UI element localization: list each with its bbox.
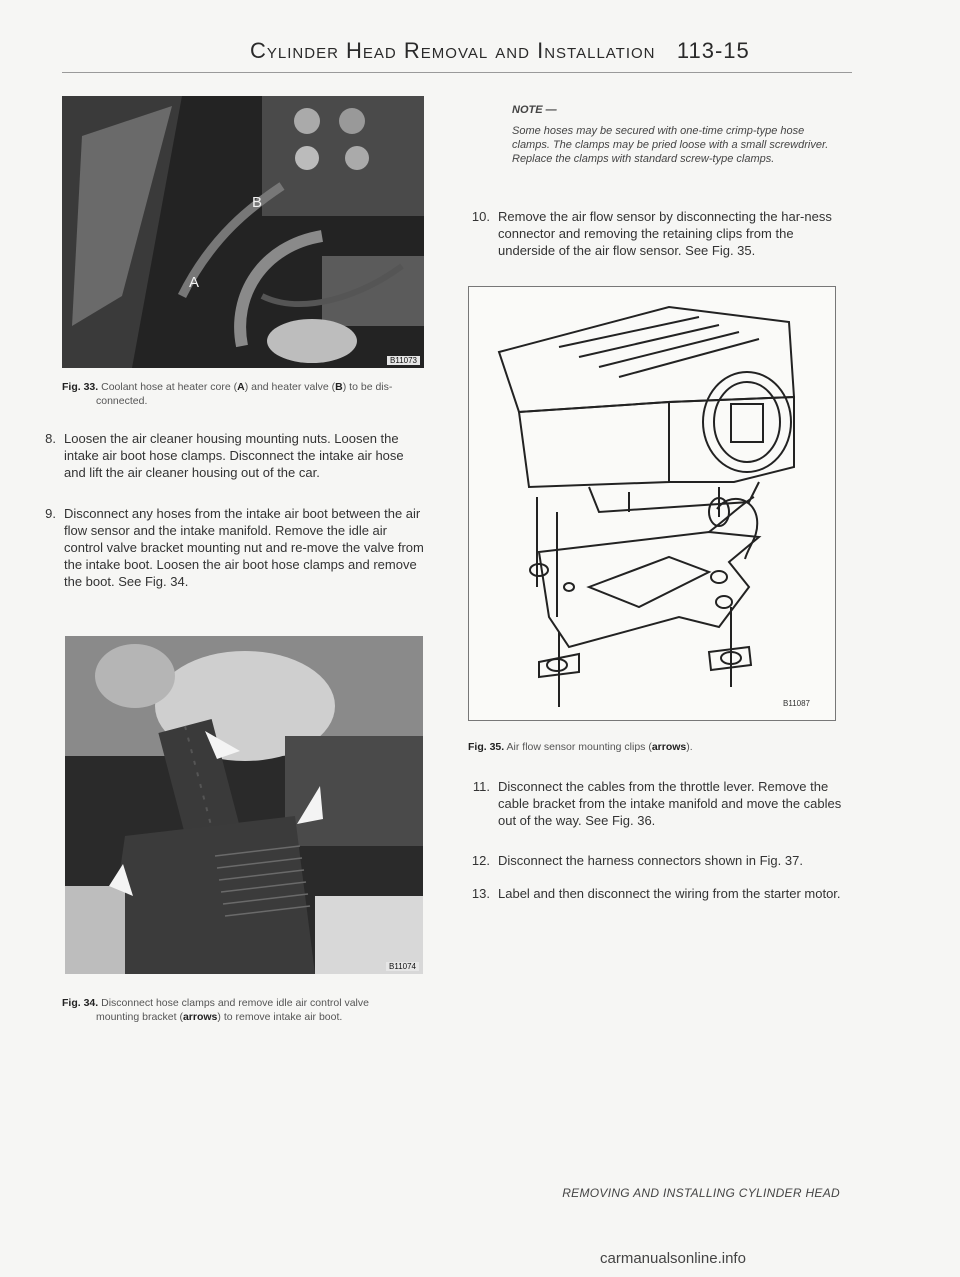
fig33-photo-id: B11073 [387,356,420,365]
fig33-label-a: A [189,274,200,291]
fig34-photo [65,636,423,974]
step-9: 9. Disconnect any hoses from the intake air boot between the air flow sensor and the intake manifold. Remove the idle air control valve bracket mounting nut and re-move the valve from the intake boot. Loosen the air boot hose clamps and remove the boot. See Fig. 34. [45,506,424,589]
step-10: 10. Remove the air flow sensor by disconnecting the har-ness connector and removing the retaining clips from the underside of the air flow sensor. See Fig. 35. [471,209,832,258]
watermark-link[interactable]: carmanualsonline.info [600,1250,746,1267]
fig33-photo [62,96,424,368]
fig33-label-b: B [252,194,263,211]
note-body: Some hoses may be secured with one-time crimp-type hose clamps. The clamps may be pried loose with a small screwdriver. Replace the clamps with standard screw-type clamps. [512,125,829,165]
fig35-drawing-id: B11087 [783,699,810,708]
fig34-photo-id: B11074 [386,962,419,971]
footer-section-title: REMOVING AND INSTALLING CYLINDER HEAD [562,1186,840,1200]
fig35-caption: Fig. 35. Air flow sensor mounting clips (arrows). [468,741,693,753]
header-rule [62,72,852,73]
step-8: 8. Loosen the air cleaner housing mounting nuts. Loosen the intake air boot hose clamps. Disconnect the intake air hose and lift the air cleaner housing out of the car. [45,431,404,480]
fig34-caption: Fig. 34. Disconnect hose clamps and remove idle air control valve mounting bracket (arrows) to remove intake air boot. [62,997,369,1023]
step-13: 13. Label and then disconnect the wiring from the starter motor. [471,886,841,901]
page-header-title: Cylinder Head Removal and Installation 113-15 [250,38,750,63]
note-block [512,104,842,166]
fig33-caption: Fig. 33. Coolant hose at heater core (A) and heater valve (B) to be dis- connected. [62,381,393,407]
fig35-drawing [468,286,836,721]
step-12: 12. Disconnect the harness connectors shown in Fig. 37. [471,853,803,868]
note-title: NOTE — [512,104,557,116]
page-number: 113-15 [676,38,750,63]
step-11: 11. Disconnect the cables from the throttle lever. Remove the cable bracket from the intake manifold and move the cables out of the way. See Fig. 36. [472,779,842,828]
